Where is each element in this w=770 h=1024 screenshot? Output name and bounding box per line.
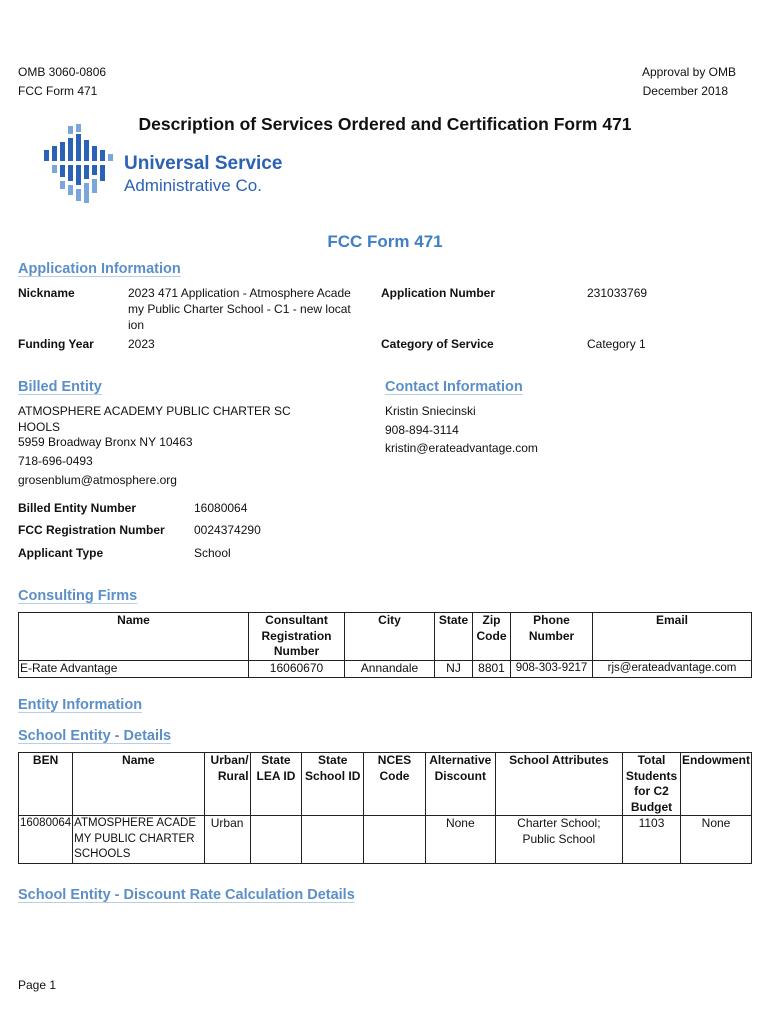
column-header: Total Students for C2 Budget <box>622 753 680 816</box>
table-cell: E-Rate Advantage <box>19 661 249 678</box>
table-cell: ATMOSPHERE ACADE MY PUBLIC CHARTER SCHOOLS <box>73 816 204 864</box>
table-cell: Charter School; Public School <box>495 816 622 864</box>
table-cell: rjs@erateadvantage.com <box>593 661 752 678</box>
applicant-type-value: School <box>194 546 231 560</box>
column-header: Zip Code <box>473 613 511 661</box>
table-row <box>19 816 752 864</box>
section-billed-entity: Billed Entity <box>18 379 102 395</box>
table-header-row <box>19 613 752 661</box>
contact-name: Kristin Sniecinski <box>385 404 476 418</box>
table-cell <box>302 816 364 864</box>
table-cell: NJ <box>435 661 473 678</box>
contact-email: kristin@erateadvantage.com <box>385 441 538 455</box>
column-header: School Attributes <box>495 753 622 816</box>
table-cell: Annandale <box>345 661 435 678</box>
consulting-firms-table <box>18 612 752 678</box>
column-header: Alternative Discount <box>425 753 495 816</box>
section-contact-information: Contact Information <box>385 379 523 395</box>
column-header: Email <box>593 613 752 661</box>
billed-entity-phone: 718-696-0493 <box>18 454 93 468</box>
table-cell: None <box>425 816 495 864</box>
application-number-value: 231033769 <box>587 286 648 300</box>
school-entity-details-table <box>18 752 752 864</box>
funding-year-label: Funding Year <box>18 337 94 351</box>
table-cell: Urban <box>204 816 250 864</box>
section-school-entity-details: School Entity - Details <box>18 728 172 744</box>
column-header: NCES Code <box>364 753 426 816</box>
column-header: Consultant Registration Number <box>249 613 345 661</box>
section-application-information: Application Information <box>18 261 181 277</box>
billed-entity-email: grosenblum@atmosphere.org <box>18 473 177 487</box>
column-header: Urban/ Rural <box>204 753 250 816</box>
approval-text: Approval by OMB <box>641 65 736 79</box>
table-cell: 8801 <box>473 661 511 678</box>
column-header: State LEA ID <box>250 753 302 816</box>
section-consulting-firms: Consulting Firms <box>18 588 138 604</box>
table-cell: 16080064 <box>19 816 73 864</box>
contact-phone: 908-894-3114 <box>385 423 459 437</box>
category-value: Category 1 <box>587 337 646 351</box>
table-cell: 908-303-9217 <box>511 661 593 678</box>
fcc-registration-label: FCC Registration Number <box>18 523 165 537</box>
applicant-type-label: Applicant Type <box>18 546 104 560</box>
column-header: Endowment <box>681 753 752 816</box>
omb-number: OMB 3060-0806 <box>18 65 107 79</box>
column-header: BEN <box>19 753 73 816</box>
logo-line1: Universal Service <box>124 153 283 174</box>
column-header: State School ID <box>302 753 364 816</box>
table-row <box>19 661 752 678</box>
usac-logo-mark-icon <box>42 124 122 214</box>
logo-line2: Administrative Co. <box>124 176 262 195</box>
table-cell: 16060670 <box>249 661 345 678</box>
section-entity-information: Entity Information <box>18 697 143 713</box>
column-header: Name <box>73 753 204 816</box>
ben-label: Billed Entity Number <box>18 501 137 515</box>
ben-value: 16080064 <box>194 501 248 515</box>
fcc-registration-value: 0024374290 <box>194 523 261 537</box>
page-number: Page 1 <box>18 978 57 992</box>
table-cell: 1103 <box>622 816 680 864</box>
nickname-value: 2023 471 Application - Atmosphere Acade my Public Charter School - C1 - new locat ion <box>128 286 351 332</box>
column-header: Phone Number <box>511 613 593 661</box>
column-header: State <box>435 613 473 661</box>
category-label: Category of Service <box>381 337 494 351</box>
usac-logo <box>42 124 282 214</box>
column-header: Name <box>19 613 249 661</box>
table-header-row <box>19 753 752 816</box>
nickname-label: Nickname <box>18 286 75 300</box>
table-cell: None <box>681 816 752 864</box>
section-discount-rate-details: School Entity - Discount Rate Calculation Details <box>18 887 355 903</box>
approval-date: December 2018 <box>642 84 728 98</box>
table-cell <box>250 816 302 864</box>
form-number: FCC Form 471 <box>18 84 98 98</box>
funding-year-value: 2023 <box>128 337 155 351</box>
billed-entity-address: 5959 Broadway Bronx NY 10463 <box>18 435 193 449</box>
form-heading: FCC Form 471 <box>327 232 443 251</box>
table-cell <box>364 816 426 864</box>
column-header: City <box>345 613 435 661</box>
billed-entity-name: ATMOSPHERE ACADEMY PUBLIC CHARTER SC HOOLS <box>18 404 291 434</box>
application-number-label: Application Number <box>381 286 496 300</box>
page-title: Description of Services Ordered and Certification Form 471 <box>138 114 632 134</box>
